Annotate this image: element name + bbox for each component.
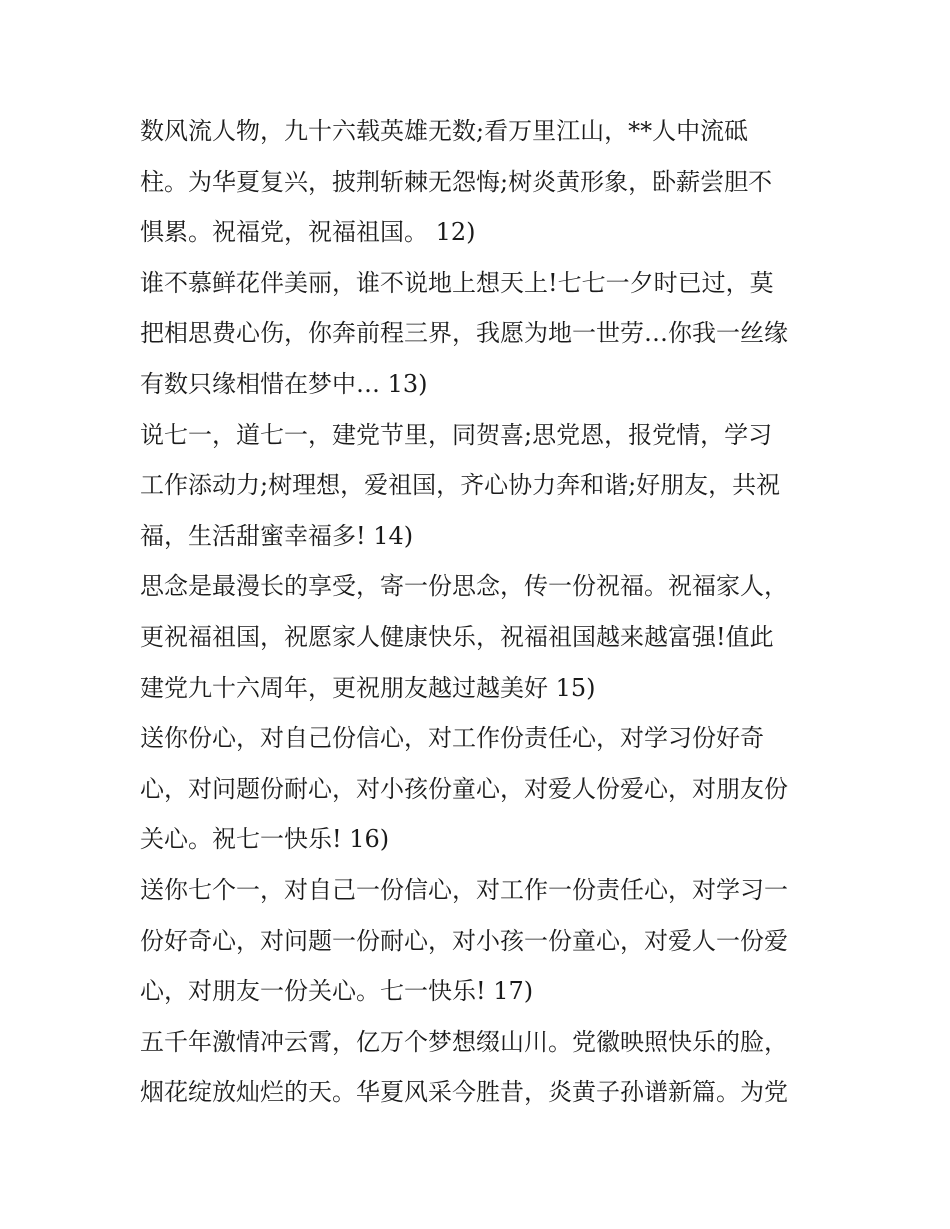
text-line: 福，生活甜蜜幸福多! 14) <box>140 521 414 550</box>
text-line: 把相思费心伤，你奔前程三界，我愿为地一世劳…你我一丝缘 <box>140 319 788 348</box>
text-line: 谁不慕鲜花伴美丽，谁不说地上想天上!七七一夕时已过，莫 <box>140 268 774 297</box>
text-line: 柱。为华夏复兴，披荆斩棘无怨悔;树炎黄形象，卧薪尝胆不 <box>140 167 773 196</box>
text-line: 烟花绽放灿烂的天。华夏风采今胜昔，炎黄子孙谱新篇。为党 <box>140 1078 788 1107</box>
text-line: 更祝福祖国，祝愿家人健康快乐，祝福祖国越来越富强!值此 <box>140 622 774 651</box>
text-line: 送你七个一，对自己一份信心，对工作一份责任心，对学习一 <box>140 875 788 904</box>
text-line: 心，对问题份耐心，对小孩份童心，对爱人份爱心，对朋友份 <box>140 774 788 803</box>
text-line: 数风流人物，九十六载英雄无数;看万里江山，**人中流砥 <box>140 117 749 145</box>
text-line: 说七一，道七一，建党节里，同贺喜;思党恩，报党情，学习 <box>140 420 773 449</box>
text-line: 有数只缘相惜在梦中… 13) <box>140 369 428 398</box>
text-line: 思念是最漫长的享受，寄一份思念，传一份祝福。祝福家人， <box>140 572 788 601</box>
text-line: 工作添动力;树理想，爱祖国，齐心协力奔和谐;好朋友，共祝 <box>140 471 781 500</box>
text-line: 心，对朋友一份关心。七一快乐! 17) <box>140 977 534 1006</box>
text-line: 份好奇心，对问题一份耐心，对小孩一份童心，对爱人一份爱 <box>140 926 788 955</box>
text-line: 送你份心，对自己份信心，对工作份责任心，对学习份好奇 <box>140 724 764 753</box>
document-body <box>140 106 830 1118</box>
text-line: 建党九十六周年，更祝朋友越过越美好 15) <box>140 673 596 702</box>
text-line: 关心。祝七一快乐! 16) <box>140 825 390 854</box>
text-line: 五千年激情冲云霄，亿万个梦想缀山川。党徽映照快乐的脸， <box>140 1027 788 1056</box>
text-line: 惧累。祝福党，祝福祖国。 12) <box>140 218 476 247</box>
